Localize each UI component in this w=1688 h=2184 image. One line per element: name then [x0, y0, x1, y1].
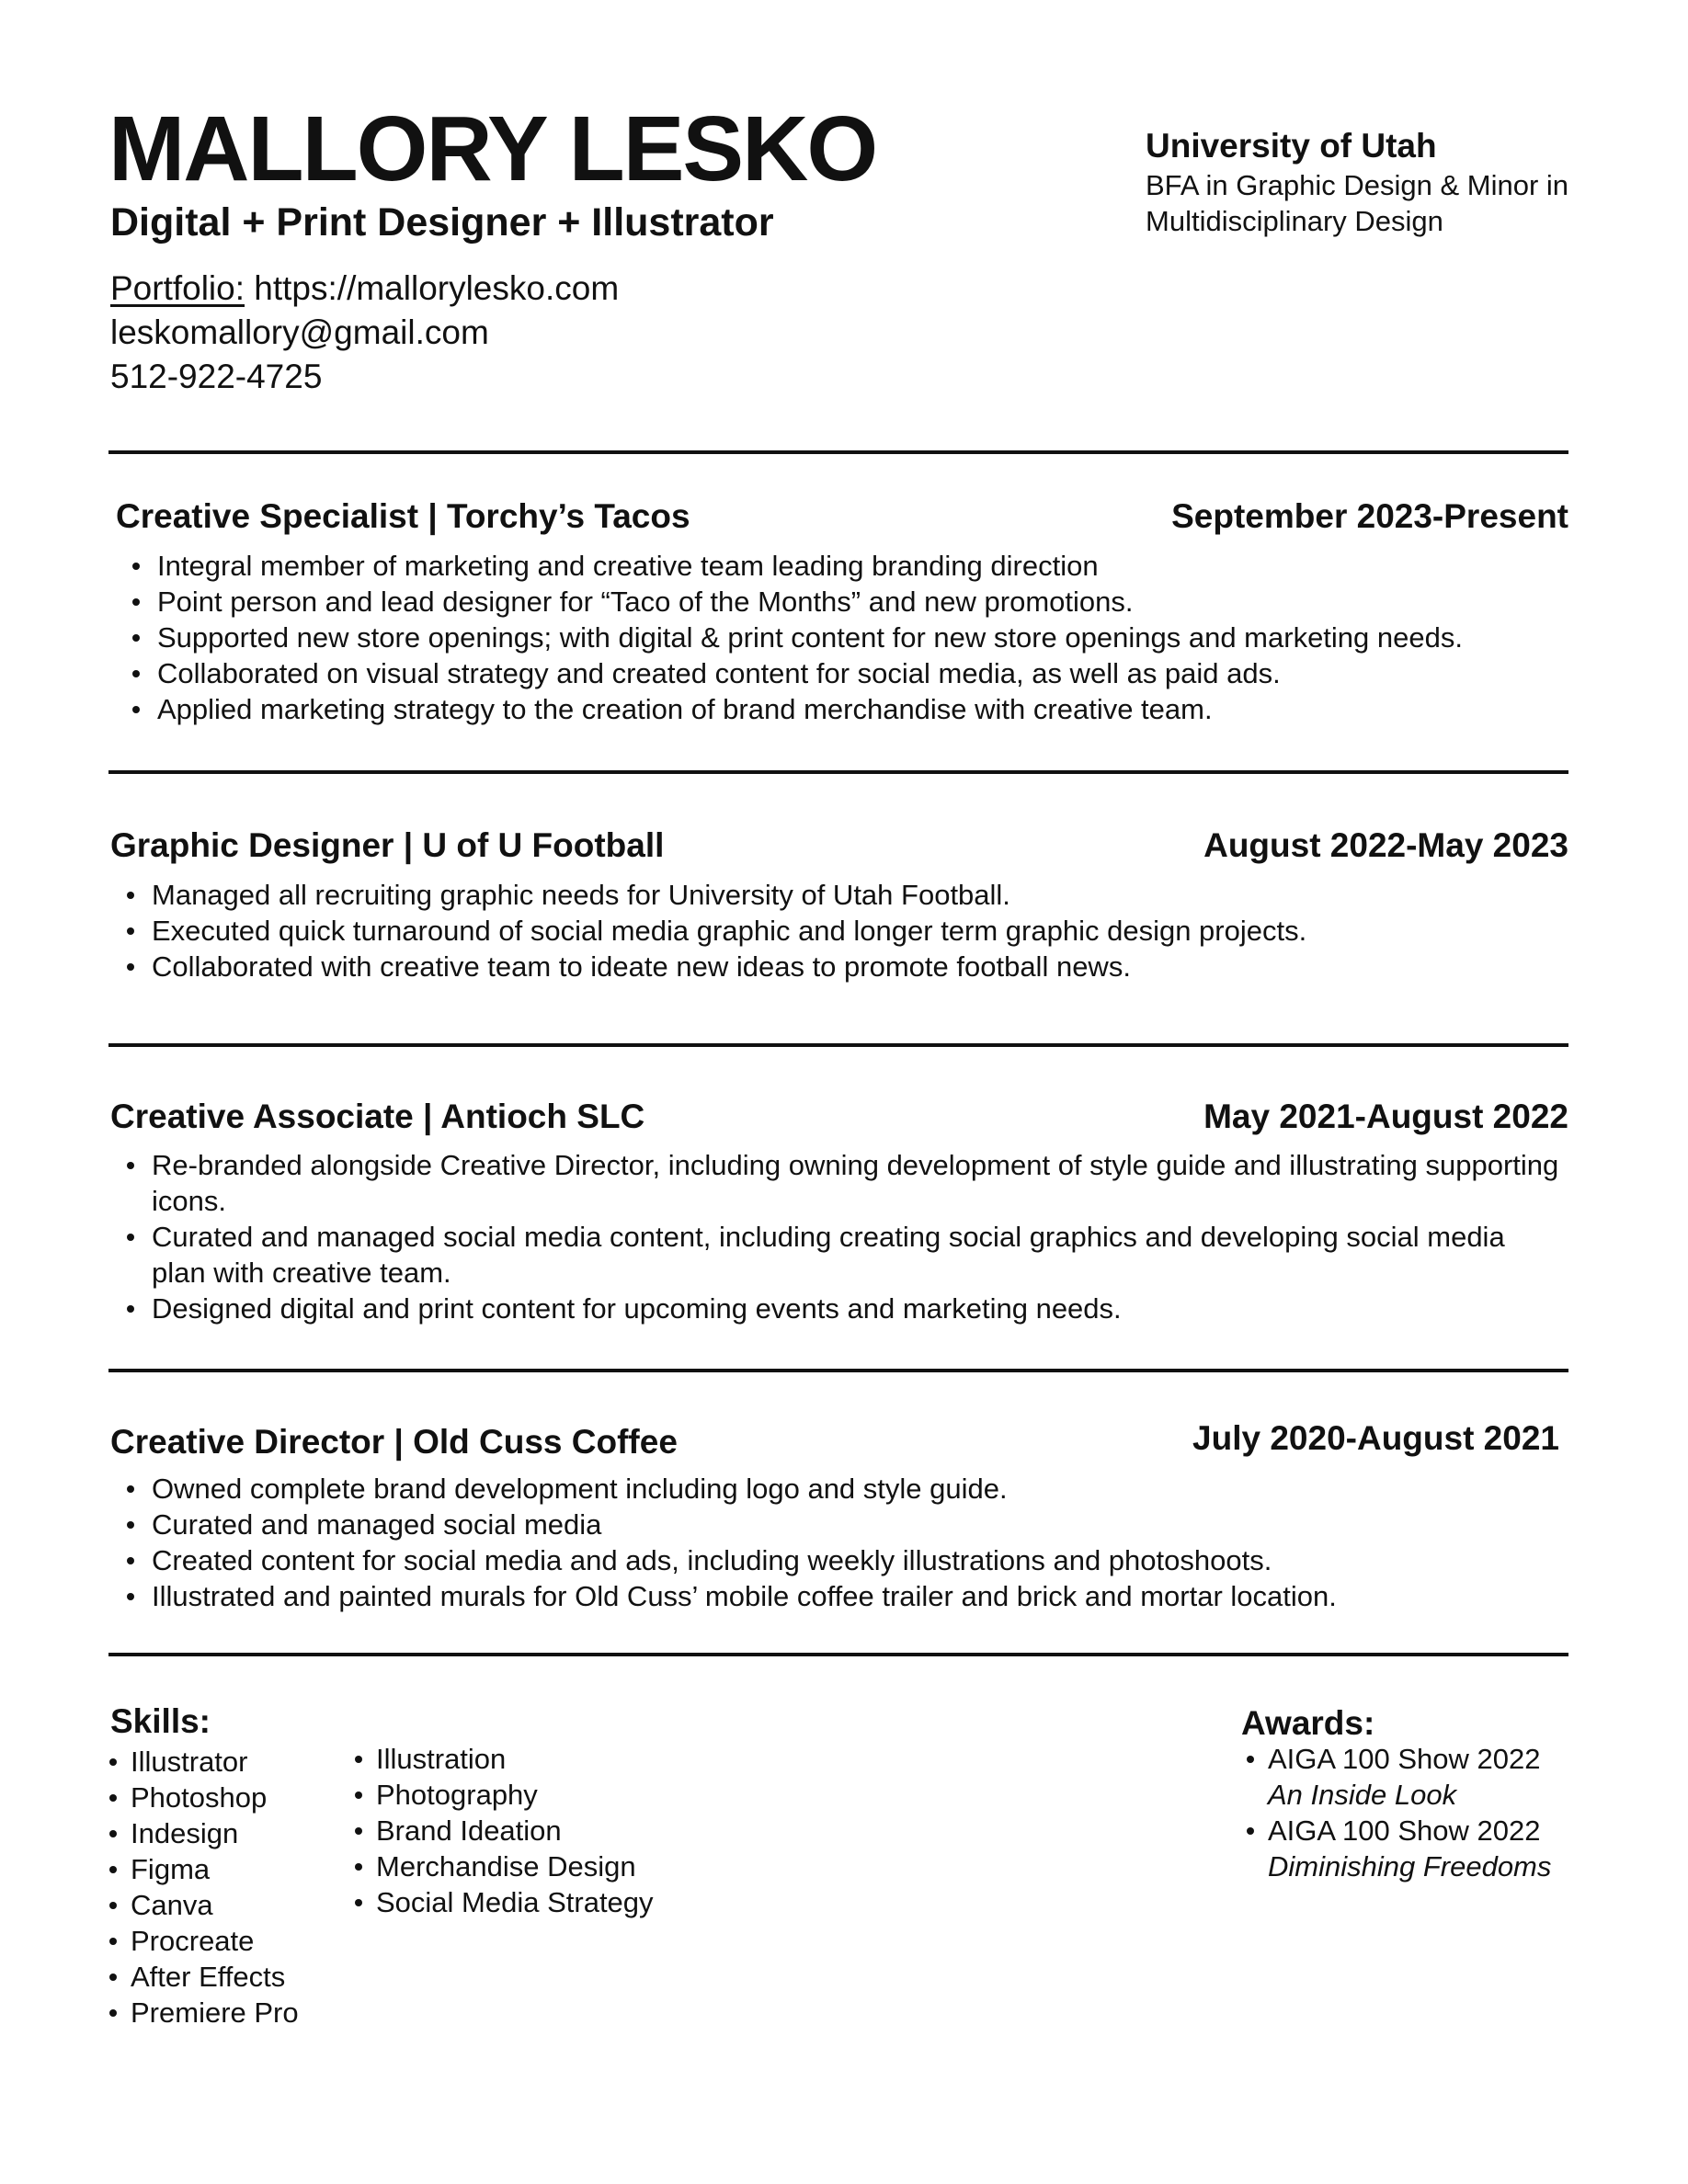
list-item: Brand Ideation — [352, 1813, 738, 1848]
portfolio-url[interactable]: https://mallorylesko.com — [254, 269, 620, 307]
list-item: Managed all recruiting graphic needs for University of Utah Football. — [110, 877, 1563, 913]
list-item: Illustrated and painted murals for Old Cuss’ mobile coffee trailer and brick and mortar location. — [110, 1578, 1581, 1614]
contact-block — [110, 267, 619, 399]
resume-name: MALLORY LESKO — [108, 97, 877, 200]
list-item: Photography — [352, 1777, 738, 1813]
award-title: AIGA 100 Show 2022 — [1268, 1814, 1541, 1847]
list-item: Indesign — [107, 1815, 346, 1851]
job-dates: August 2022-May 2023 — [1203, 826, 1568, 864]
email[interactable]: leskomallory@gmail.com — [110, 313, 489, 351]
award-project: Diminishing Freedoms — [1268, 1850, 1552, 1883]
section-divider — [108, 1043, 1568, 1047]
education-school: University of Utah — [1146, 127, 1437, 165]
award-item — [1244, 1813, 1630, 1884]
job-bullets — [110, 1147, 1563, 1326]
list-item: Collaborated on visual strategy and created content for social media, as well as paid ads. — [116, 655, 1587, 691]
list-item: Canva — [107, 1887, 346, 1923]
list-item: Created content for social media and ads, including weekly illustrations and photoshoots. — [110, 1542, 1581, 1578]
job-bullets — [116, 548, 1587, 727]
award-project: An Inside Look — [1268, 1779, 1457, 1811]
job-bullets — [110, 877, 1563, 984]
resume-subtitle: Digital + Print Designer + Illustrator — [110, 200, 774, 245]
list-item: Supported new store openings; with digital & print content for new store openings and marketing needs. — [116, 620, 1587, 655]
list-item: Figma — [107, 1851, 346, 1887]
education-degree-line-1: BFA in Graphic Design & Minor in — [1146, 169, 1569, 201]
list-item: After Effects — [107, 1959, 346, 1995]
section-divider — [108, 1653, 1568, 1656]
portfolio-label: Portfolio: — [110, 269, 245, 307]
list-item: Integral member of marketing and creative team leading branding direction — [116, 548, 1587, 584]
job-bullets — [110, 1471, 1581, 1614]
list-item: Illustrator — [107, 1744, 346, 1780]
list-item: Photoshop — [107, 1780, 346, 1815]
skills-heading: Skills: — [110, 1702, 211, 1740]
job-title: Creative Associate | Antioch SLC — [110, 1098, 645, 1135]
job-dates: May 2021-August 2022 — [1203, 1098, 1568, 1135]
portfolio-line — [110, 267, 619, 311]
job-dates: September 2023-Present — [1171, 497, 1568, 535]
section-divider — [108, 1369, 1568, 1372]
job-dates: July 2020-August 2021 — [1192, 1419, 1559, 1457]
list-item: Procreate — [107, 1923, 346, 1959]
list-item: Applied marketing strategy to the creation of brand merchandise with creative team. — [116, 691, 1587, 727]
job-title: Creative Director | Old Cuss Coffee — [110, 1423, 678, 1461]
awards-heading: Awards: — [1241, 1704, 1375, 1742]
list-item: Executed quick turnaround of social media graphic and longer term graphic design projects. — [110, 913, 1563, 949]
skills-list-2 — [352, 1741, 738, 1920]
list-item: Social Media Strategy — [352, 1884, 738, 1920]
list-item: Designed digital and print content for upcoming events and marketing needs. — [110, 1291, 1563, 1326]
list-item: Curated and managed social media content, including creating social graphics and developing social media plan with creative team. — [110, 1219, 1563, 1291]
list-item: Illustration — [352, 1741, 738, 1777]
awards-list — [1244, 1741, 1630, 1884]
list-item: Point person and lead designer for “Taco of the Months” and new promotions. — [116, 584, 1587, 620]
list-item: Collaborated with creative team to ideate new ideas to promote football news. — [110, 949, 1563, 984]
job-title: Creative Specialist | Torchy’s Tacos — [116, 497, 690, 535]
list-item: Owned complete brand development including logo and style guide. — [110, 1471, 1581, 1507]
list-item: Curated and managed social media — [110, 1507, 1581, 1542]
section-divider — [108, 770, 1568, 774]
education-block — [1146, 125, 1660, 239]
phone: 512-922-4725 — [110, 358, 323, 395]
award-item — [1244, 1741, 1630, 1813]
award-title: AIGA 100 Show 2022 — [1268, 1743, 1541, 1775]
job-title: Graphic Designer | U of U Football — [110, 826, 665, 864]
list-item: Merchandise Design — [352, 1848, 738, 1884]
section-divider — [108, 450, 1568, 454]
list-item: Premiere Pro — [107, 1995, 346, 2030]
skills-list-1 — [107, 1744, 346, 2030]
education-degree-line-2: Multidisciplinary Design — [1146, 205, 1443, 237]
list-item: Re-branded alongside Creative Director, including owning development of style guide and illustrating supporting icons. — [110, 1147, 1563, 1219]
